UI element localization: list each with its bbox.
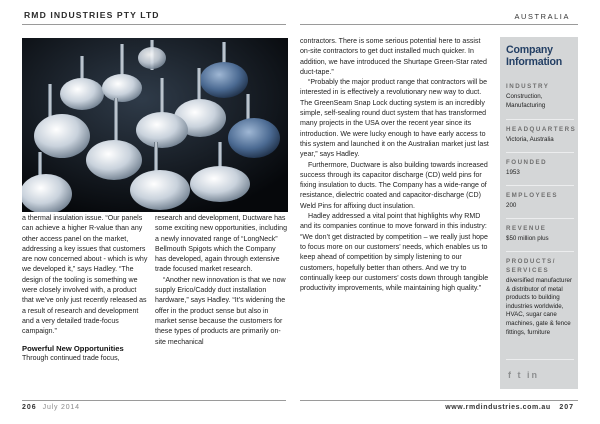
article-paragraph: contractors. There is some serious potential here to assist on-site contractors to get duct installed much quicker. In addition, we have introduced the Shurtape Green-Star rated duct-tape.” — [300, 38, 487, 76]
products-value: diversified manufacturer & distributor of metal products to building industries worldwide, HVAC, sugar cane machines, gate & fence fittings, furniture — [506, 277, 573, 336]
header-rule-right — [300, 24, 578, 25]
industry-section — [506, 83, 574, 110]
footer-rule-left — [22, 400, 286, 401]
sidebar-title-line: Information — [506, 55, 563, 68]
website-url[interactable]: www.rmdindustries.com.au — [445, 404, 551, 411]
article-paragraph: “Another new innovation is that we now supply Erico/Caddy duct installation hardware,” says Hadley. “It’s widening the offer in the product sense but also in market sense because the customers for these types of products are primarily on-site mechanical — [155, 276, 286, 346]
article-paragraph: research and development, Ductware has some exciting new opportunities, including a newly innovated range of “LongNeck” Bellmouth Spigots which the Company has developed, again through extensive trade focused market research. — [155, 215, 288, 274]
weld-pins-photo — [22, 38, 288, 212]
industry-label: INDUSTRY — [506, 83, 550, 90]
social-links — [508, 370, 539, 380]
headquarters-value: Victoria, Australia — [506, 136, 554, 143]
employees-label: EMPLOYEES — [506, 192, 559, 199]
page-number-left: 206 — [22, 404, 37, 411]
article-subheading: Powerful New Opportunities — [22, 343, 124, 353]
revenue-value: $50 million plus — [506, 235, 549, 242]
sidebar-divider — [506, 359, 574, 360]
founded-value: 1953 — [506, 169, 520, 176]
page-number-right: 207 — [559, 404, 574, 411]
article-column-2 — [155, 214, 287, 348]
article-paragraph: Furthermore, Ductware is also building towards increased success through its capacitor discharge (CD) weld pins for fixing insulation to ducts. The Company has a wide-range of resistance, dielectric coated and capacitor-discharge (CD) Weld Pins for affixing duct insulation. — [300, 161, 488, 210]
footer-right — [445, 404, 574, 411]
headquarters-section — [506, 126, 577, 145]
article-column-3 — [300, 37, 492, 294]
sidebar-divider — [506, 185, 574, 186]
article-paragraph: “Probably the major product range that contractors will be interested in is effectively a revolutionary new way to duct. The GreenSeam Snap Lock ducting system is an incredibly simple, self-sealing round duct system that has transformed many projects in the USA over the recent year since its introduction. We were lucky enough to have early access to this system and launched it on the Australian market just last year,” says Hadley. — [300, 79, 489, 159]
issue-date: July 2014 — [42, 404, 80, 411]
twitter-icon[interactable]: t — [517, 370, 523, 380]
employees-section — [506, 192, 574, 211]
footer-left — [22, 404, 80, 411]
founded-label: FOUNDED — [506, 159, 548, 166]
footer-rule-right — [300, 400, 578, 401]
sidebar-title — [506, 45, 562, 68]
products-label: PRODUCTS/ — [506, 258, 556, 265]
industry-value: Construction, Manufacturing — [506, 93, 546, 109]
products-section — [506, 258, 574, 337]
products-label: SERVICES — [506, 267, 550, 274]
article-paragraph: Hadley addressed a vital point that highlights why RMD and its companies continue to move forward in this industry: “We don’t get distracted by competition – we really just hope to focus more on our customers’ needs, which enables us to keep ahead of competition by simply listening to our customers, hopefully better than others. And we try to continually keep our customers’ costs down through tangible productivity improvements, while maintaining high quality.” — [300, 213, 489, 293]
revenue-section — [506, 225, 574, 244]
company-info-sidebar — [500, 37, 578, 389]
sidebar-divider — [506, 218, 574, 219]
region-label: AUSTRALIA — [514, 12, 570, 21]
linkedin-icon[interactable]: in — [527, 370, 540, 380]
sidebar-divider — [506, 152, 574, 153]
header-rule-left — [22, 24, 286, 25]
founded-section — [506, 159, 574, 178]
sidebar-title-line: Company — [506, 44, 553, 56]
article-paragraph: Through continued trade focus, — [22, 354, 120, 362]
sidebar-divider — [506, 119, 574, 120]
sidebar-divider — [506, 251, 574, 252]
article-column-1 — [22, 214, 148, 364]
headquarters-label: HEADQUARTERS — [506, 126, 577, 133]
article-paragraph: a thermal insulation issue. “Our panels can achieve a higher R-value than any other access panel on the market, addressing a key issues that customers are now concerned about - which is why we developed it,” says Hadley. “The design of the tooling is something we were closely involved with, a product that we’ve only just recently released as a result of research and development and a very detailed trade-focus campaign.” — [22, 215, 148, 336]
publisher-title: RMD INDUSTRIES PTY LTD — [24, 10, 160, 20]
weld-pins-illustration — [22, 38, 288, 212]
facebook-icon[interactable]: f — [508, 370, 513, 380]
revenue-label: REVENUE — [506, 225, 547, 232]
employees-value: 200 — [506, 202, 517, 209]
